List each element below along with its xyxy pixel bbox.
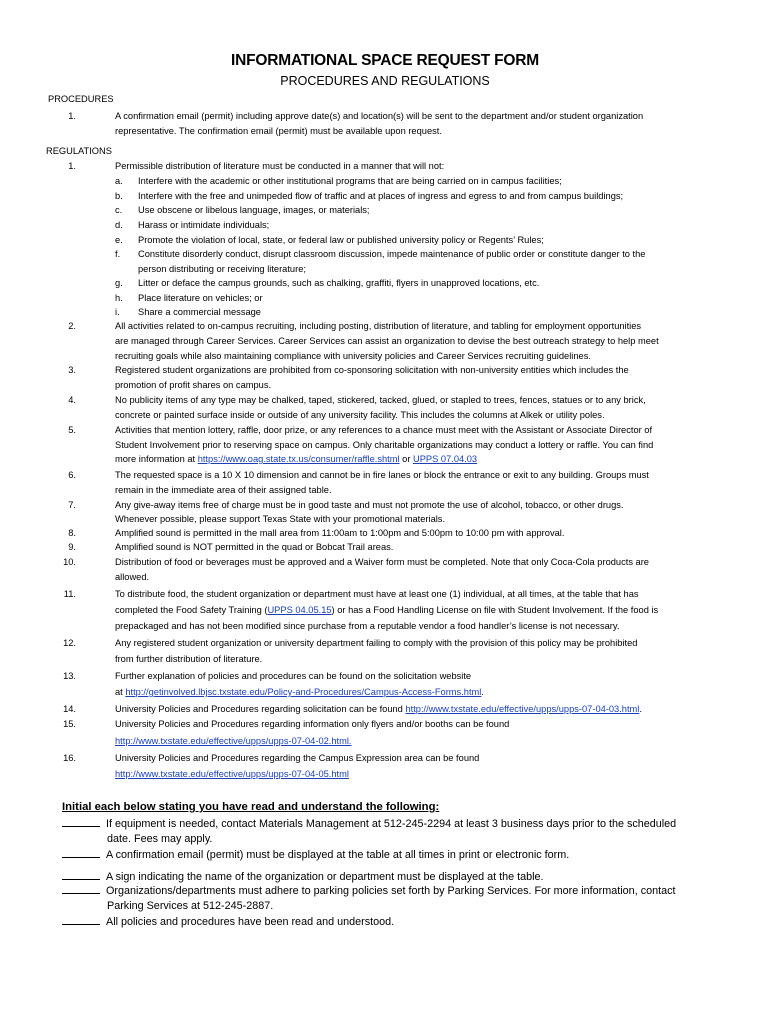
regulation-line: concrete or painted surface inside or outside of any university facility. This includes the columns at Alkek or utility poles. [115,410,605,420]
regulation-line: Amplified sound is NOT permitted in the quad or Bobcat Trail areas. [115,542,394,552]
regulation-line: University Policies and Procedures regarding information only flyers and/or booths can be found [115,719,510,729]
regulation-line [115,603,658,618]
subitem-letter: h. [115,293,123,303]
initial-text: Organizations/departments must adhere to parking policies set forth by Parking Services. For more information, contact [106,885,676,897]
regulation-line: recruiting goals while also maintaining compliance with university policies and Career Services recruiting guidelines. [115,351,591,361]
initial-text: All policies and procedures have been read and understood. [106,916,395,928]
procedure-line: A confirmation email (permit) including approve date(s) and location(s) will be sent to the department and/or student organization [115,111,644,121]
subitem-text: Use obscene or libelous language, images, or materials; [138,205,370,215]
initial-blank[interactable] [62,870,100,880]
line-text: ) or has a Food Handling License on file with Student Involvement. If the food is [331,605,659,615]
subitem-text: Interfere with the academic or other institutional programs that are being carried on in campus facilities; [138,176,562,186]
regulation-number: 4. [68,395,76,405]
regulation-line [115,452,477,467]
regulation-line: Amplified sound is permitted in the mall area from 11:00am to 1:00pm and 5:00pm to 10:00 pm with approval. [115,528,565,538]
subitem-text: Litter or deface the campus grounds, such as chalking, graffiti, flyers in unapproved locations, etc. [138,278,540,288]
regulation-number: 16. [63,753,76,763]
initial-blank[interactable] [62,848,100,858]
subitem-letter: g. [115,278,123,288]
regulation-line: University Policies and Procedures regarding the Campus Expression area can be found [115,753,480,763]
regulation-line: Any give-away items free of charge must be in good taste and must not promote the use of alcohol, tobacco, or other drugs. [115,500,624,510]
regulation-line [115,702,642,717]
regulation-line: Student Involvement prior to reserving space on campus. Only charitable organizations may conduct a lottery or raffle. You can find [115,440,654,450]
upps-07-04-03-url-link[interactable]: http://www.txstate.edu/effective/upps/upps-07-04-03.html [405,704,640,714]
subitem-letter: f. [115,249,121,259]
campus-access-forms-link[interactable]: http://getinvolved.lbjsc.txstate.edu/Policy-and-Procedures/Campus-Access-Forms.html [125,687,482,697]
regulation-line: Registered student organizations are prohibited from co-sponsoring solicitation with non-university entities which includes the [115,365,629,375]
subitem-letter: i. [115,307,120,317]
initials-heading: Initial each below stating you have read and understand the following: [62,801,440,813]
upps-04-05-15-link[interactable]: UPPS 04.05.15 [267,605,332,615]
regulation-line: To distribute food, the student organization or department must have at least one (1) individual, at all times, at the table that has [115,589,639,599]
subitem-text: Constitute disorderly conduct, disrupt classroom discussion, impede maintenance of public order or constitute danger to the [138,249,646,259]
regulation-number: 3. [68,365,76,375]
regulation-line: Activities that mention lottery, raffle, door prize, or any references to a chance must meet with the Assistant or Associate Director of [115,425,653,435]
subitem-letter: d. [115,220,123,230]
regulation-number: 14. [63,704,76,714]
regulation-line: Further explanation of policies and procedures can be found on the solicitation website [115,671,472,681]
regulation-number: 2. [68,321,76,331]
regulation-number: 10. [63,557,76,567]
subitem-letter: a. [115,176,123,186]
line-text: . [481,687,484,697]
raffle-link[interactable]: https://www.oag.state.tx.us/consumer/raffle.shtml [197,454,400,464]
regulation-line: promotion of profit shares on campus. [115,380,272,390]
subitem-text: Interfere with the free and unimpeded flow of traffic and at places of ingress and egress to and from campus buildings; [138,191,624,201]
line-text: more information at [115,454,198,464]
regulation-line: All activities related to on-campus recruiting, including posting, distribution of literature, and tabling for employment opportunities [115,321,642,331]
initial-item [62,848,569,864]
regulation-line: from further distribution of literature. [115,654,263,664]
form-title: INFORMATIONAL SPACE REQUEST FORM [231,52,539,69]
regulation-number: 8. [68,528,76,538]
form-subtitle: PROCEDURES AND REGULATIONS [280,74,490,88]
initial-item [62,915,394,931]
upps-07-04-03-link[interactable]: UPPS 07.04.03 [413,454,478,464]
regulation-number: 1. [68,161,76,171]
subitem-text: Promote the violation of local, state, or federal law or published university policy or Regents’ Rules; [138,235,544,245]
regulation-number: 11. [63,589,76,599]
line-text: . [639,704,642,714]
regulation-line: allowed. [115,572,150,582]
regulation-number: 12. [63,638,76,648]
regulation-line: Permissible distribution of literature must be conducted in a manner that will not: [115,161,445,171]
regulation-number: 6. [68,470,76,480]
regulation-number: 7. [68,500,76,510]
subitem-text: Harass or intimidate individuals; [138,220,270,230]
procedures-heading: PROCEDURES [48,94,114,104]
regulation-line: are managed through Career Services. Career Services can assist an organization to devise the best outreach strategy to help meet [115,336,659,346]
initial-text: A sign indicating the name of the organization or department must be displayed at the table. [106,871,544,883]
initial-blank[interactable] [62,884,100,894]
initial-item [62,817,676,833]
initial-item-continued: Parking Services at 512-245-2887. [107,900,274,912]
subitem-text: Place literature on vehicles; or [138,293,263,303]
subitem-letter: e. [115,235,123,245]
regulations-heading: REGULATIONS [46,146,112,156]
subitem-text: Share a commercial message [138,307,261,317]
subitem-text: person distributing or receiving literature; [138,264,306,274]
initial-text: A confirmation email (permit) must be displayed at the table at all times in print or electronic form. [106,849,570,861]
initial-blank[interactable] [62,915,100,925]
regulation-line [115,685,484,700]
line-text: or [399,454,413,464]
line-text: at [115,687,126,697]
initial-item [62,884,676,900]
subitem-letter: c. [115,205,123,215]
regulation-line: Whenever possible, please support Texas State with your promotional materials. [115,514,446,524]
regulation-line: The requested space is a 10 X 10 dimension and cannot be in fire lanes or block the entrance or exit to any building. Groups must [115,470,649,480]
regulation-number: 13. [63,671,76,681]
procedure-line: representative. The confirmation email (permit) must be available upon request. [115,126,442,136]
initial-blank[interactable] [62,817,100,827]
regulation-line: Distribution of food or beverages must be approved and a Waiver form must be completed. Note that only Coca-Cola products are [115,557,649,567]
regulation-line: Any registered student organization or university department failing to comply with the provision of this policy may be prohibited [115,638,638,648]
procedure-number: 1. [68,111,76,121]
regulation-line: prepackaged and has not been modified since purchase from a reputable vendor a food handler’s license is not necessary. [115,621,620,631]
initial-item-continued: date. Fees may apply. [107,833,213,845]
line-text: University Policies and Procedures regarding solicitation can be found [115,704,406,714]
line-text: completed the Food Safety Training ( [115,605,268,615]
upps-07-04-05-link[interactable]: http://www.txstate.edu/effective/upps/upps-07-04-05.html [115,769,349,779]
regulation-number: 9. [68,542,76,552]
regulation-number: 5. [68,425,76,435]
upps-07-04-02-link[interactable]: http://www.txstate.edu/effective/upps/upps-07-04-02.html. [115,736,352,746]
initial-text: If equipment is needed, contact Materials Management at 512-245-2294 at least 3 business days prior to the scheduled [106,818,677,830]
subitem-letter: b. [115,191,123,201]
regulation-line: No publicity items of any type may be chalked, taped, stickered, tacked, glued, or stapled to trees, fences, statues or to any brick, [115,395,646,405]
regulation-line: remain in the immediate area of their assigned table. [115,485,332,495]
regulation-number: 15. [63,719,76,729]
